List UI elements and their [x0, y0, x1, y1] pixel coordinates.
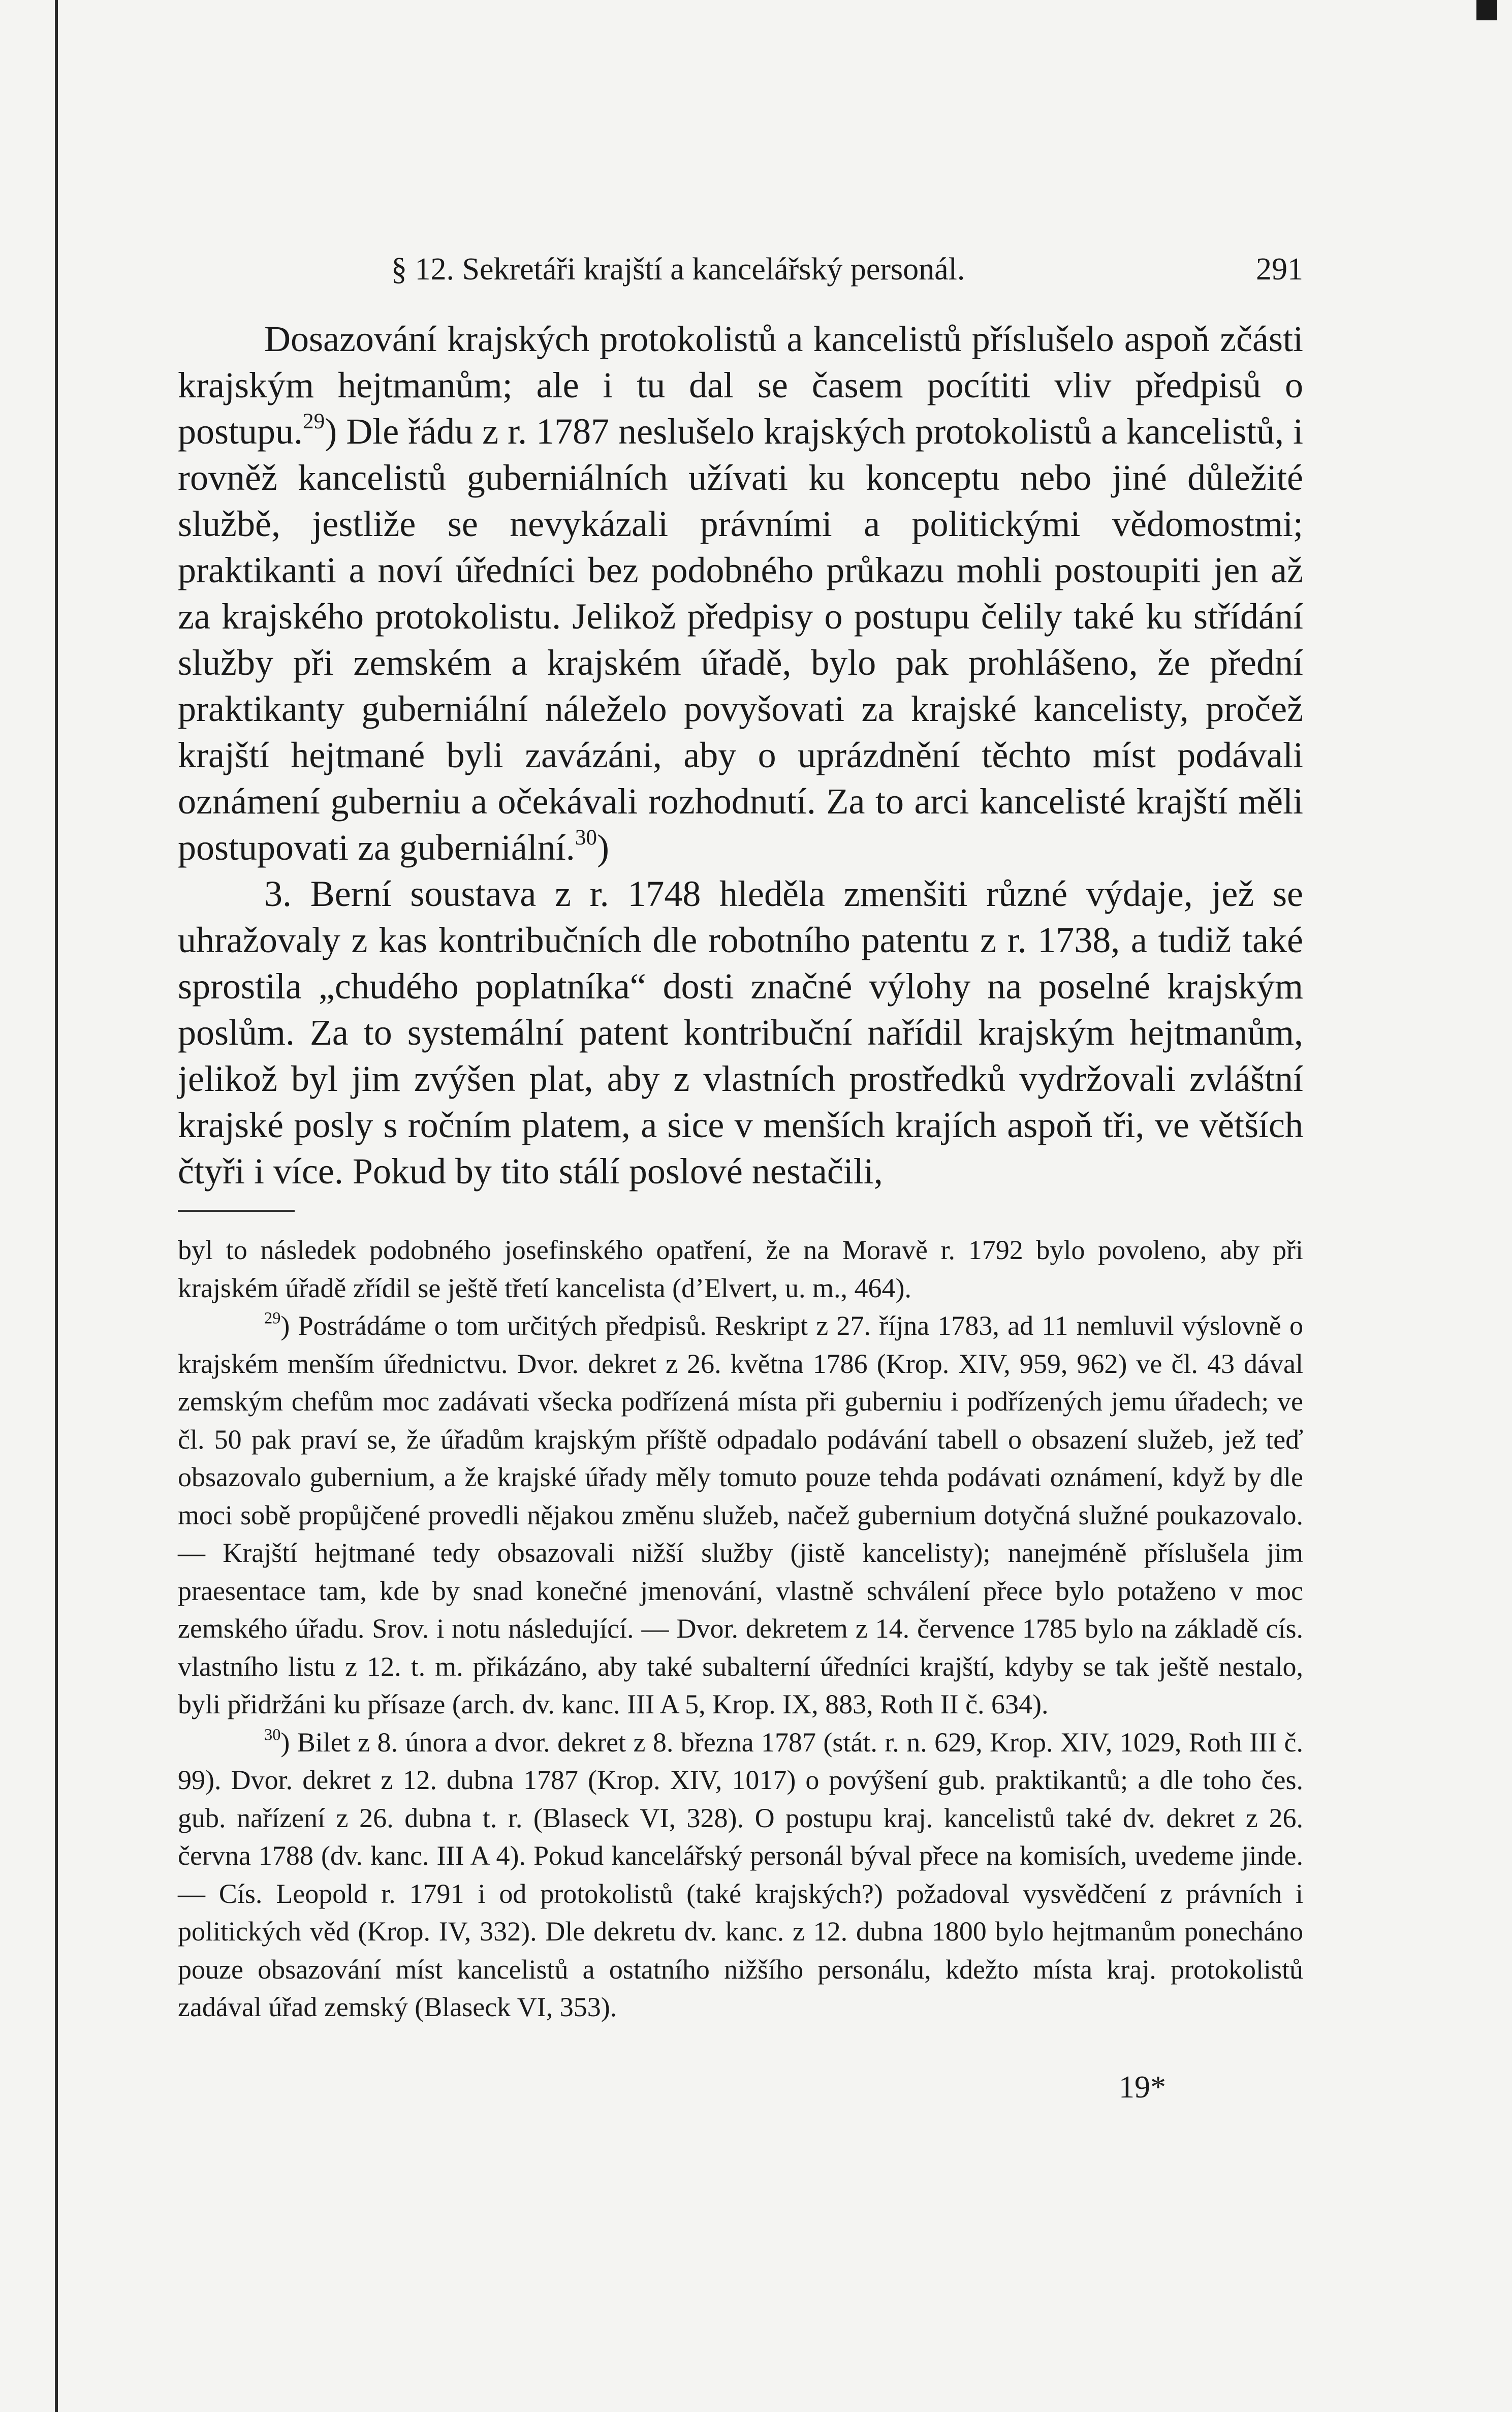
book-page — [178, 249, 1303, 2026]
footnotes — [178, 1231, 1303, 2026]
paragraph-2: 3. Berní soustava z r. 1748 hleděla zmenšiti různé výdaje, jež se uhražovaly z kas kontribučních dle robotního patentu z r. 1738, a tudiž také sprostila „chudého poplatníka“ dosti značné výlohy na poselné krajským poslům. Za to systemální patent kontribuční nařídil krajským hejtmanům, jelikož byl jim zvýšen plat, aby z vlastních prostředků vydržovali zvláštní krajské posly s ročním platem, a sice v menších krajích aspoň tři, ve větších čtyři i více. Pokud by tito stálí poslové nestačili, — [178, 873, 1303, 1192]
section-title: § 12. Sekretáři krajští a kancelářský personál. — [391, 252, 965, 287]
footnote-29 — [178, 1307, 1303, 1724]
paragraph-1-end: ) — [597, 827, 609, 868]
main-text — [178, 316, 1303, 1195]
signature-mark: 19* — [1119, 2070, 1166, 2105]
running-head — [178, 249, 1303, 290]
scan-corner-mark — [1476, 0, 1497, 20]
footnote-rule — [178, 1210, 295, 1212]
paragraph-1 — [178, 316, 1303, 871]
paragraph-1-text: Dosazování krajských protokolistů a kancelistů příslušelo aspoň zčásti krajským hejtmanům; ale i tu dal se časem pocítiti vliv předpisů o postupu. — [178, 319, 1303, 452]
footnote-30-text: ) Bilet z 8. února a dvor. dekret z 8. března 1787 (stát. r. n. 629, Krop. XIV, 1029, Roth III č. 99). Dvor. dekret z 12. dubna 1787 (Krop. XIV, 1017) o povýšení gub. praktikantů; a dle toho čes. gub. nařízení z 26. dubna t. r. (Blaseck VI, 328). O postupu kraj. kancelistů také dv. dekret z 26. června 1788 (dv. kanc. III A 4). Pokud kancelářský personál býval přece na komisích, uvedeme jinde. — Cís. Leopold r. 1791 i od protokolistů (také krajských?) požadoval vysvědčení z právních i politických věd (Krop. IV, 332). Dle dekretu dv. kanc. z 12. dubna 1800 bylo hejtmanům ponecháno pouze obsazování míst kancelistů a ostatního nižšího personálu, kdežto místa kraj. protokolistů zadával úřad zemský (Blaseck VI, 353). — [178, 1727, 1303, 2022]
footnote-continued: byl to následek podobného josefinského opatření, že na Moravě r. 1792 bylo povoleno, aby při krajském úřadě zřídil se ještě třetí kancelista (d’Elvert, u. m., 464). — [178, 1235, 1303, 1303]
footnote-ref-29: 29 — [303, 409, 325, 433]
scan-margin — [0, 0, 55, 2412]
page-number: 291 — [1256, 252, 1303, 287]
footnote-29-mark: 29 — [264, 1309, 281, 1328]
paragraph-1-text-b: ) Dle řádu z r. 1787 neslušelo krajských protokolistů a kancelistů, i rovněž kancelistů guberniálních užívati ku konceptu nebo jiné důležité službě, jestliže se nevykázali právními a politickými vědomostmi; praktikanti a noví úředníci bez podobného průkazu mohli postoupiti jen až za krajského protokolistu. Jelikož předpisy o postupu čelily také ku střídání služby při zemském a krajském úřadě, bylo pak prohlášeno, že přední praktikanty guberniální náleželo povyšovati za krajské kancelisty, pročež krajští hejtmané byli zavázáni, aby o uprázdnění těchto míst podávali oznámení guberniu a očekávali rozhodnutí. Za to arci kancelisté krajští měli postupovati za guberniální. — [178, 411, 1303, 868]
footnote-30-mark: 30 — [264, 1725, 281, 1744]
scan-edge-line — [55, 0, 58, 2412]
footnote-29-text: ) Postrádáme o tom určitých předpisů. Reskript z 27. října 1783, ad 11 nemluvil výslovně o krajském menším úřednictvu. Dvor. dekret z 26. května 1786 (Krop. XIV, 959, 962) ve čl. 43 dával zemským chefům moc zadávati všecka podřízená místa při guberniu i podřízených jemu úřadech; ve čl. 50 pak praví se, že úřadům krajským příště odpadalo podávání tabell o obsazení služeb, jež teď obsazovalo gubernium, a že krajské úřady měly tomuto pouze tehda podávati oznámení, když by dle moci sobě propůjčené provedli nějakou změnu služeb, načež gubernium dotyčná služné poukazovalo. — Krajští hejtmané tedy obsazovali nižší služby (jistě kancelisty); nanejméně příslušela jim praesentace tam, kde by snad konečné jmenování, vlastně schválení přece bylo potaženo v moc zemského úřadu. Srov. i notu následující. — Dvor. dekretem z 14. července 1785 bylo na základě cís. vlastního listu z 12. t. m. přikázáno, aby také subalterní úředníci krajští, kdyby se tak ještě nestalo, byli přidržáni ku přísaze (arch. dv. kanc. III A 5, Krop. IX, 883, Roth II č. 634). — [178, 1310, 1303, 1719]
footnote-30 — [178, 1724, 1303, 2026]
footnote-ref-30: 30 — [575, 825, 597, 850]
